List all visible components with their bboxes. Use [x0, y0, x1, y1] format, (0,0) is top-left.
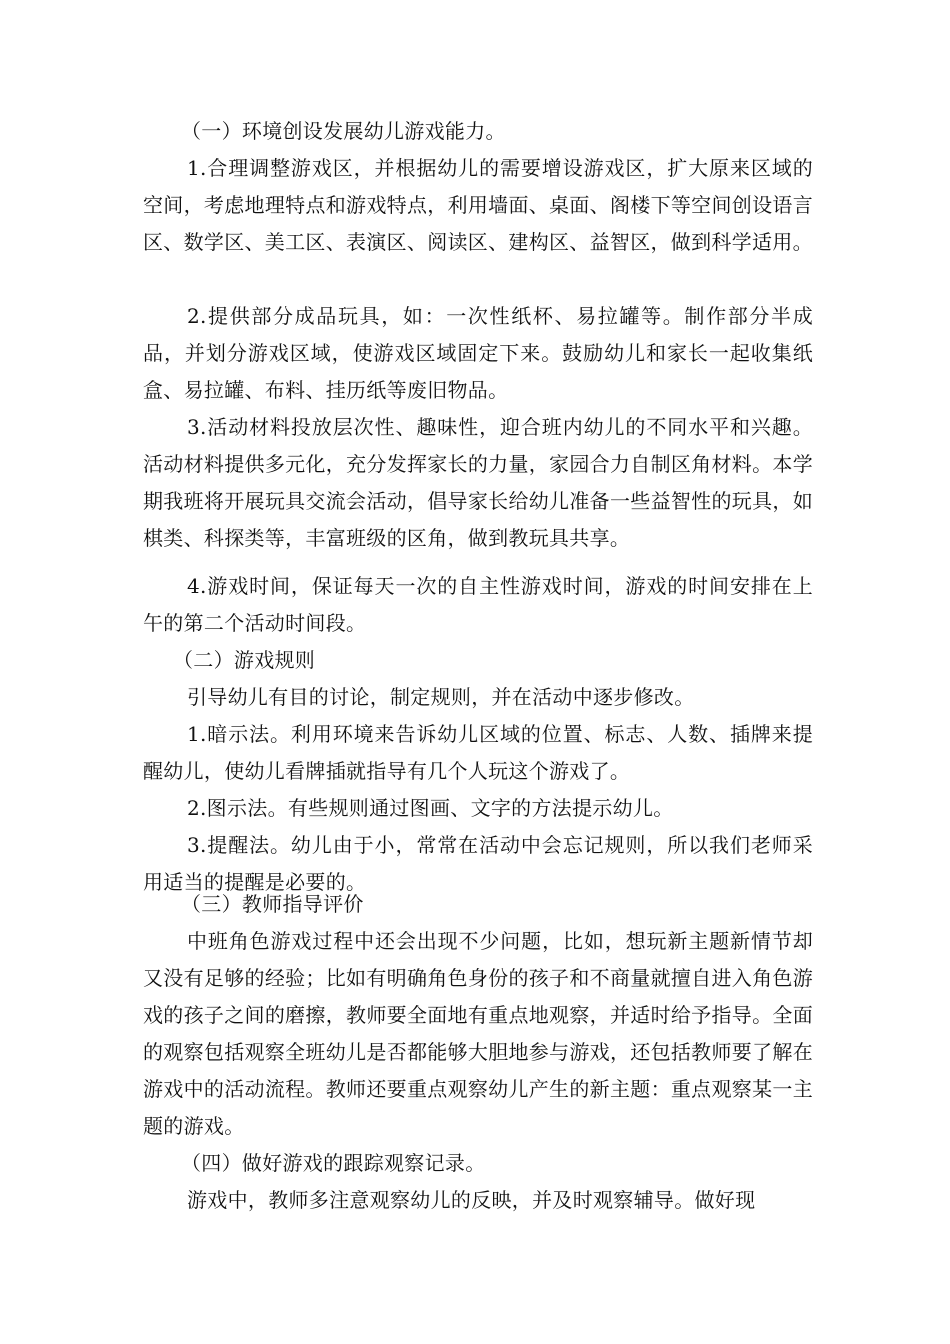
paragraph-2: 2.提供部分成品玩具，如：一次性纸杯、易拉罐等。制作部分半成品，并划分游戏区域，使游戏区域固定下来。鼓励幼儿和家长一起收集纸盒、易拉罐、布料、挂历纸等废旧物品。 [143, 304, 813, 402]
section-heading-2: （二）游戏规则 [173, 648, 316, 672]
paragraph-5: 引导幼儿有目的讨论，制定规则，并在活动中逐步修改。 [187, 685, 695, 709]
paragraph-3: 3.活动材料投放层次性、趣味性，迎合班内幼儿的不同水平和兴趣。活动材料提供多元化，充分发挥家长的力量，家园合力自制区角材料。本学期我班将开展玩具交流会活动，倡导家长给幼儿准备一些益智性的玩具，如棋类、科探类等，丰富班级的区角，做到教玩具共享。 [143, 415, 813, 550]
paragraph-1: 1.合理调整游戏区，并根据幼儿的需要增设游戏区，扩大原来区域的空间，考虑地理特点和游戏特点，利用墙面、桌面、阁楼下等空间创设语言区、数学区、美工区、表演区、阅读区、建构区、益智区，做到科学适用。 [143, 156, 813, 254]
paragraph-10: 游戏中，教师多注意观察幼儿的反映，并及时观察辅导。做好现 [187, 1188, 756, 1212]
section-heading-1: （一）环境创设发展幼儿游戏能力。 [181, 119, 506, 143]
section-heading-4: （四）做好游戏的跟踪观察记录。 [181, 1151, 486, 1175]
paragraph-9: 中班角色游戏过程中还会出现不少问题，比如，想玩新主题新情节却又没有足够的经验；比如有明确角色身份的孩子和不商量就擅自进入角色游戏的孩子之间的磨擦，教师要全面地有重点地观察，并适时给予指导。全面的观察包括观察全班幼儿是否都能够大胆地参与游戏，还包括教师要了解在游戏中的活动流程。教师还要重点观察幼儿产生的新主题：重点观察某一主题的游戏。 [143, 929, 813, 1138]
paragraph-7: 2.图示法。有些规则通过图画、文字的方法提示幼儿。 [187, 796, 674, 820]
paragraph-4: 4.游戏时间，保证每天一次的自主性游戏时间，游戏的时间安排在上午的第二个活动时间段。 [143, 574, 813, 635]
section-heading-3: （三）教师指导评价 [181, 892, 364, 916]
paragraph-6: 1.暗示法。利用环境来告诉幼儿区域的位置、标志、人数、插牌来提醒幼儿，使幼儿看牌插就指导有几个人玩这个游戏了。 [143, 722, 813, 783]
paragraph-8: 3.提醒法。幼儿由于小，常常在活动中会忘记规则，所以我们老师采用适当的提醒是必要的。 [143, 833, 813, 894]
